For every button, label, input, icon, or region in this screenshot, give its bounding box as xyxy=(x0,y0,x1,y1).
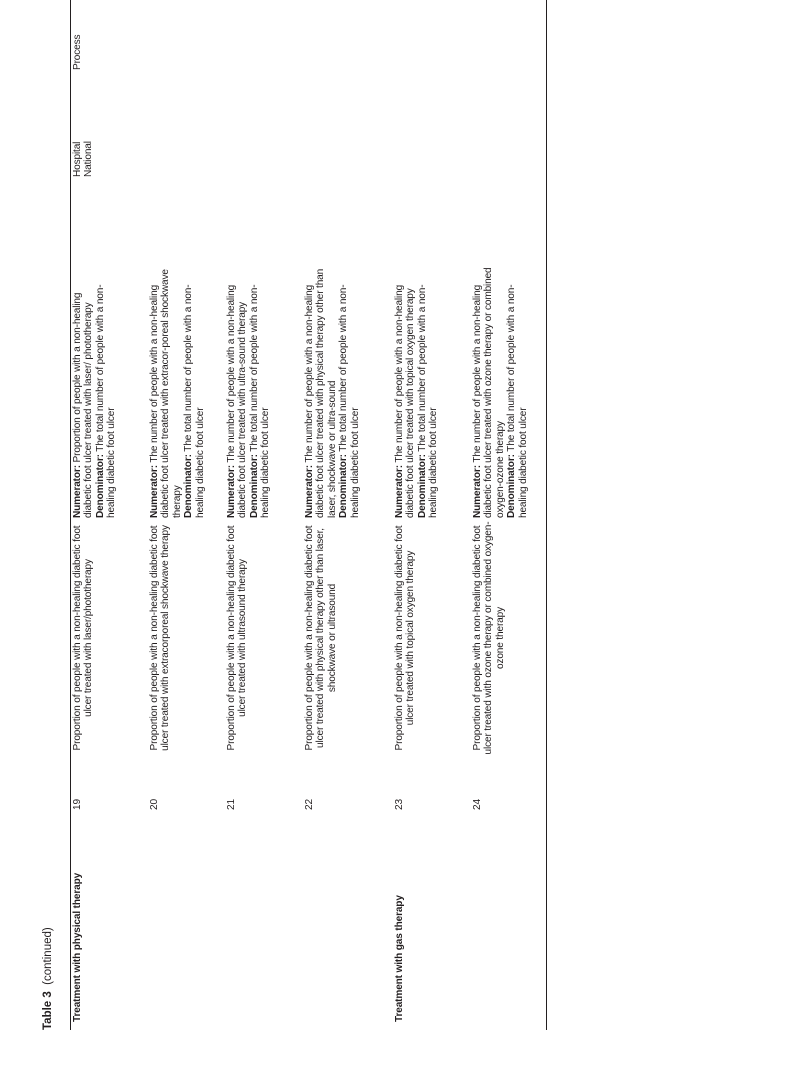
numerator-label: Numerator: xyxy=(149,465,160,518)
denominator-label: Denominator: xyxy=(338,454,350,518)
indicator-title: Proportion of people with a non-healing diabetic foot ulcer treated with ultrasound therapy xyxy=(226,525,249,751)
indicator-title: Proportion of people with a non-healing diabetic foot ulcer treated with ozone therapy or combined oxygen-ozone therapy xyxy=(472,521,506,755)
level-national: National xyxy=(83,141,95,177)
table-caption-label: Table 3 xyxy=(42,991,54,1030)
table-caption-suffix: (continued) xyxy=(42,927,54,985)
indicator-title: Proportion of people with a non-healing diabetic foot ulcer treated with extracorporeal shockwave therapy xyxy=(149,525,172,751)
rotated-table-page xyxy=(34,0,554,1030)
denominator-text: The total number of people with a non-healing diabetic foot ulcer xyxy=(416,284,440,518)
row-number: 23 xyxy=(394,799,405,810)
indicator-title: Proportion of people with a non-healing diabetic foot ulcer treated with topical oxygen therapy xyxy=(394,525,417,751)
denominator-label: Denominator: xyxy=(416,454,428,518)
indicator-title: Proportion of people with a non-healing diabetic foot ulcer treated with physical therapy other than laser, shockwave or ultrasound xyxy=(304,525,338,751)
denominator-text: The total number of people with a non-healing diabetic foot ulcer xyxy=(338,284,361,518)
numerator-label: Numerator: xyxy=(226,465,237,518)
row-number: 20 xyxy=(149,799,160,810)
indicator-definition xyxy=(394,258,440,518)
row-number: 21 xyxy=(226,799,237,810)
denominator-label: Denominator: xyxy=(183,454,195,518)
indicator-definition xyxy=(226,258,272,518)
table-caption xyxy=(41,927,55,1030)
numerator-text: Proportion of people with a non-healing diabetic foot ulcer treated with laser/ phototherapy xyxy=(72,292,95,518)
indicator-definition xyxy=(72,258,118,518)
numerator-text: The number of people with a non-healing diabetic foot ulcer treated with ultra-sound therapy xyxy=(226,284,249,518)
numerator-text: The number of people with a non-healing diabetic foot ulcer treated with physical therapy other than laser, shockwave or ultra-sound xyxy=(304,268,338,518)
denominator-text: The total number of people with a non-healing diabetic foot ulcer xyxy=(248,284,272,518)
denominator-label: Denominator: xyxy=(248,454,260,518)
row-number: 19 xyxy=(72,799,83,810)
numerator-label: Numerator: xyxy=(472,465,483,518)
denominator-label: Denominator: xyxy=(94,454,106,518)
numerator-text: The number of people with a non-healing diabetic foot ulcer treated with extracor-poreal shockwave therapy xyxy=(149,269,183,518)
numerator-label: Numerator: xyxy=(304,465,315,518)
numerator-text: The number of people with a non-healing diabetic foot ulcer treated with ozone therapy or combined oxygen-ozone therapy xyxy=(472,267,506,518)
bottom-rule xyxy=(546,0,547,1030)
indicator-type: Process xyxy=(72,34,83,70)
denominator-text: The total number of people with a non-healing diabetic foot ulcer xyxy=(183,284,206,518)
indicator-definition xyxy=(149,258,206,518)
denominator-text: The total number of people with a non-healing diabetic foot ulcer xyxy=(506,284,529,518)
indicator-level xyxy=(72,77,95,177)
denominator-label: Denominator: xyxy=(506,454,518,518)
row-number: 24 xyxy=(472,799,483,810)
group-label-physical-therapy: Treatment with physical therapy xyxy=(72,872,83,1022)
indicator-title: Proportion of people with a non-healing diabetic foot ulcer treated with laser/phototherapy xyxy=(72,525,95,751)
indicator-definition xyxy=(472,258,529,518)
numerator-label: Numerator: xyxy=(394,465,405,518)
numerator-text: The number of people with a non-healing diabetic foot ulcer treated with topical oxygen therapy xyxy=(394,284,417,518)
top-rule xyxy=(70,0,71,1030)
indicator-definition xyxy=(304,258,361,518)
level-hospital: Hospital xyxy=(72,141,83,177)
denominator-text: The total number of people with a non-healing diabetic foot ulcer xyxy=(94,284,118,518)
group-label-gas-therapy: Treatment with gas therapy xyxy=(394,895,405,1022)
numerator-label: Numerator: xyxy=(72,465,83,518)
row-number: 22 xyxy=(304,799,315,810)
